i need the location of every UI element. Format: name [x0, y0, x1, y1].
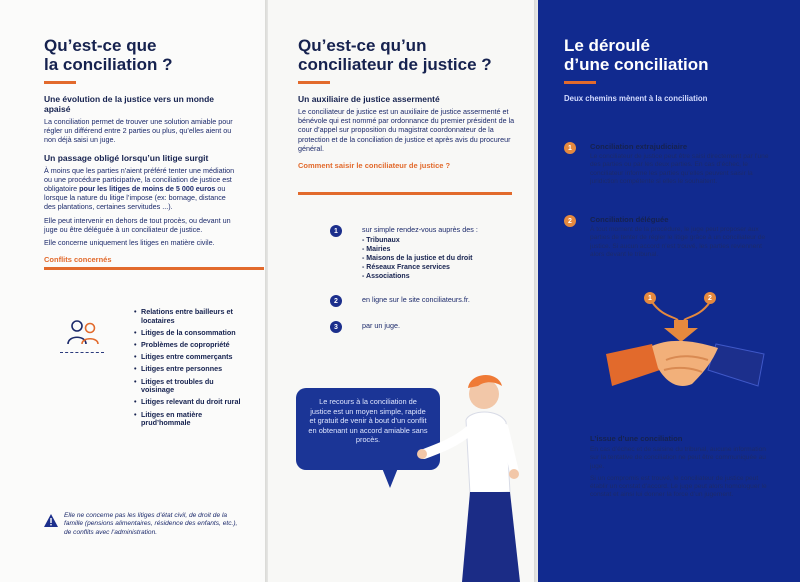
- step-1: [330, 225, 478, 281]
- warning-note: [44, 512, 244, 541]
- step-text: en ligne sur le site conciliateurs.fr.: [362, 295, 470, 304]
- step-3: [330, 321, 400, 333]
- section2-text3: Elle concerne uniquement les litiges en matière civile.: [44, 238, 215, 248]
- section2-title: Un passage obligé lorsqu’un litige surgit: [44, 152, 209, 163]
- section1-text: La conciliation permet de trouver une solution amiable pour régler un différend entre 2 parties ou plus, qu’elles aient ou non déjà saisi un juge.: [44, 117, 233, 145]
- merge-badge-1: 1: [644, 292, 656, 304]
- list-item: • Relations entre bailleurs et locataires: [136, 308, 244, 325]
- title-line2: la conciliation ?: [44, 55, 173, 74]
- title-underline: [44, 81, 76, 84]
- venue-list: [362, 236, 478, 281]
- warning-text: Elle ne concerne pas les litiges d’état civil, de droit de la famille (pensions alimentaires, résidence des enfants, etc.), de conflits avec l’administration.: [64, 512, 238, 536]
- speech-bubble: Le recours à la conciliation de justice est un moyen simple, rapide et gratuit de venir à bout d’un conflit en obtenant un accord amiable sans procès.: [296, 388, 440, 470]
- section2-text2: Elle peut intervenir en dehors de tout procès, ou devant un juge ou être déléguée à un conciliateur de justice.: [44, 215, 231, 234]
- step-2: [330, 295, 470, 307]
- path-item-1: [564, 142, 776, 190]
- path-item-2: [564, 215, 776, 263]
- list-item: • Litiges en matière prud’hommale: [136, 411, 244, 428]
- title-line1: Qu’est-ce que: [44, 36, 157, 55]
- list-item: • Problèmes de copropriété: [136, 341, 244, 350]
- section2-text: À moins que les parties n’aient préféré tenter une médiation ou une procédure participative, la conciliation de justice est obligatoire pour les litiges de moins de 5 000 euros ou lorsque la nature du litige l’impose (ex: bornage, distance des plantations, certaines servitudes ...).: [44, 165, 235, 212]
- list-item: - Mairies: [362, 246, 391, 253]
- step-number-badge: 3: [330, 321, 342, 333]
- handshake-illustration: [600, 298, 770, 412]
- contact-link: Comment saisir le conciliateur de justice ?: [298, 161, 451, 171]
- list-item: • Litiges entre personnes: [136, 365, 244, 374]
- conflicts-link: Conflits concernés: [44, 255, 112, 265]
- title-line2: d’une conciliation: [564, 55, 709, 74]
- path-title: Conciliation déléguée: [590, 215, 669, 224]
- list-item: - Associations: [362, 273, 410, 280]
- step-text: sur simple rendez-vous auprès des :: [362, 225, 478, 234]
- panel3-title: [564, 36, 780, 74]
- step-number-badge: 1: [330, 225, 342, 237]
- step-text: par un juge.: [362, 321, 400, 330]
- people-icon: [66, 318, 100, 346]
- issue-text2: Si un compromis est trouvé, le conciliateur de justice peut établir un constat d’accord. Le juge peut alors homologuer le constat et ainsi lui donner la force d’un jugement.: [590, 474, 767, 499]
- panel-conciliation: [0, 0, 268, 582]
- list-item: • Litiges de la consommation: [136, 329, 244, 338]
- issue-text1: En cas d’échec et de saisine du tribunal, aucune information sur la tentative de conciliation ne peut être communiquée au juge.: [590, 446, 766, 470]
- title-underline: [564, 81, 596, 84]
- title-underline: [298, 81, 330, 84]
- list-item: • Litiges relevant du droit rural: [136, 398, 244, 407]
- panel1-title: [44, 36, 238, 74]
- issue-section: [590, 434, 776, 504]
- issue-title: L’issue d’une conciliation: [590, 434, 683, 443]
- list-item: • Litiges et troubles du voisinage: [136, 378, 244, 395]
- path-text: Le conciliateur de justice peut être saisi directement par l’une des parties ou par les deux parties. En cas d’échec, le conciliateur informe les parties qu’elles peuvent saisir la juridiction compétente si elles le souhaitent.: [590, 153, 769, 185]
- list-item: - Tribunaux: [362, 237, 400, 244]
- warning-icon: [44, 514, 58, 527]
- panel3-subtitle: Deux chemins mènent à la conciliation: [564, 94, 708, 103]
- title-line1: Le déroulé: [564, 36, 650, 55]
- speech-bubble-tail: [382, 468, 398, 488]
- path-number-badge: 2: [564, 215, 576, 227]
- section-title: Un auxiliaire de justice assermenté: [298, 94, 440, 104]
- conciliator-illustration: [410, 372, 538, 582]
- list-item: - Réseaux France services: [362, 264, 450, 271]
- list-item: - Maisons de la justice et du droit: [362, 255, 473, 262]
- conflicts-divider: [44, 267, 264, 270]
- panel2-title: [298, 36, 518, 74]
- contact-divider: [298, 192, 512, 195]
- section1-title: Une évolution de la justice vers un monde apaisé: [44, 94, 215, 114]
- merge-badge-2: 2: [704, 292, 716, 304]
- list-item: • Litiges entre commerçants: [136, 353, 244, 362]
- path-number-badge: 1: [564, 142, 576, 154]
- dotted-divider: [60, 352, 104, 353]
- topic-list: [136, 308, 244, 431]
- path-title: Conciliation extrajudiciaire: [590, 142, 688, 151]
- section-text: Le conciliateur de justice est un auxiliaire de justice assermenté et bénévole qui est nommé par ordonnance du premier président de la cour d’appel sur proposition du magistrat coordonnateur de la protection et de la conciliation de justice et après avis du procureur général.: [298, 107, 515, 153]
- title-line1: Qu’est-ce qu’un: [298, 36, 427, 55]
- title-line2: conciliateur de justice ?: [298, 55, 492, 74]
- step-number-badge: 2: [330, 295, 342, 307]
- path-text: À tout moment de la procédure, le juge peut proposer aux parties de tenter de régler le litige grâce à un conciliateur de justice. Si aucun accord n’est trouvé, les parties reviennent alors devant le tribunal.: [590, 226, 766, 258]
